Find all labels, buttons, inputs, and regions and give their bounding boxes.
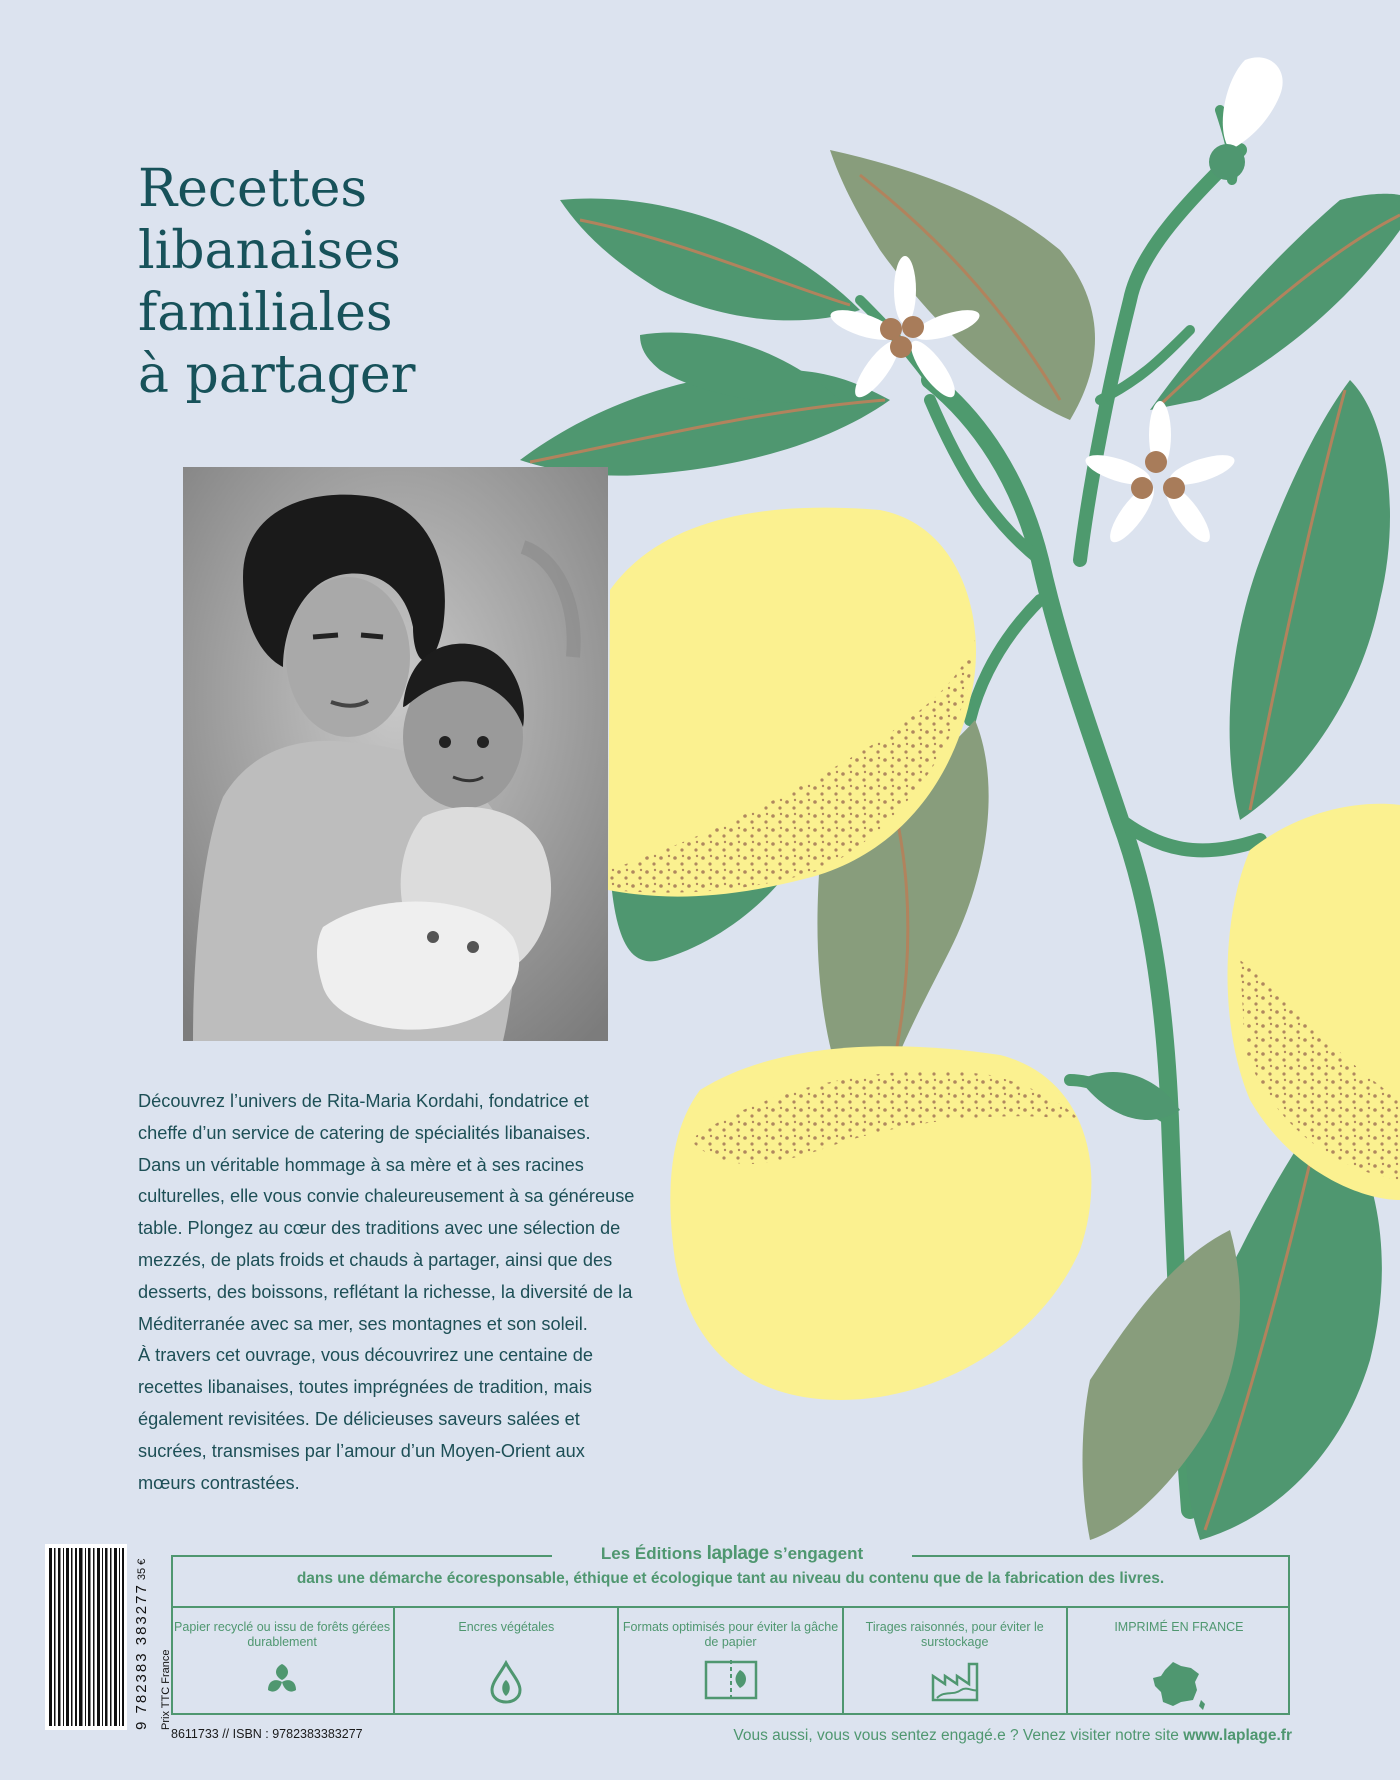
engagement-item-formats [619,1608,843,1715]
title-line-4: à partager [138,345,416,405]
engagement-heading [552,1536,912,1572]
engagement-item-label: Tirages raisonnés, pour éviter le surstockage [865,1620,1044,1649]
engagement-subheading: dans une démarche écoresponsable, éthique et écologique tant au niveau du contenu que de la fabrication des livres. [296,1570,1165,1587]
factory-icon [929,1660,981,1706]
paper-format-icon [704,1660,758,1704]
engagement-item-paper [171,1608,395,1715]
recycle-leaves-icon [262,1660,302,1704]
barcode [45,1544,127,1730]
publisher-logo: laplage [706,1543,769,1564]
engagement-items [171,1606,1290,1715]
engagement-heading-post: s’engagent [773,1544,864,1563]
engagement-item-label: Formats optimisés pour éviter la gâche de papier [622,1620,839,1649]
engagement-item-label: IMPRIMÉ EN FRANCE [1114,1620,1244,1634]
title-line-1: Recettes [138,159,368,219]
title-line-2: libanaises [138,221,401,281]
barcode-digits: 9 782383 383277 [133,1583,150,1730]
engagement-item-printing [844,1608,1068,1715]
description-paragraph-2: À travers cet ouvrage, vous découvrirez une centaine de recettes libanaises, toutes imprégnées de tradition, mais également revisitées. De délicieuses saveurs salées et sucrées, transmises par l’amour d’un Moyen-Orient aux mœurs contrastées. [138,1345,593,1493]
book-description [138,1086,638,1499]
ink-drop-icon [486,1660,526,1708]
engagement-item-label: Papier recyclé ou issu de forêts gérées durablement [174,1620,391,1649]
book-title [138,158,416,406]
engagement-heading-pre: Les Éditions [600,1544,702,1563]
price-label: 35 € Prix TTC France [136,1558,172,1730]
engagement-item-france [1068,1608,1290,1715]
title-line-3: familiales [138,283,393,343]
footer-cta [733,1727,1292,1745]
family-photo [183,467,608,1041]
website-link[interactable]: www.laplage.fr [1183,1727,1292,1744]
engagement-item-label: Encres végétales [458,1620,555,1634]
description-paragraph-1: Découvrez l’univers de Rita-Maria Kordahi, fondatrice et cheffe d’un service de catering de spécialités libanaises. Dans un véritable hommage à sa mère et à ses racines culturelles, elle vous convie chaleureusement à sa généreuse table. Plongez au cœur des traditions avec une sélection de mezzés, de plats froids et chauds à partager, ainsi que des desserts, des boissons, reflétant la richesse, la diversité de la Méditerranée avec sa mer, ses montagnes et son soleil. [138,1091,635,1334]
france-map-icon [1151,1660,1207,1716]
barcode-caption [130,1544,172,1730]
engagement-item-ink [395,1608,619,1715]
isbn-line: 8611733 // ISBN : 9782383383277 [171,1727,363,1741]
footer-cta-text: Vous aussi, vous vous sentez engagé.e ? Venez visiter notre site [733,1727,1179,1744]
